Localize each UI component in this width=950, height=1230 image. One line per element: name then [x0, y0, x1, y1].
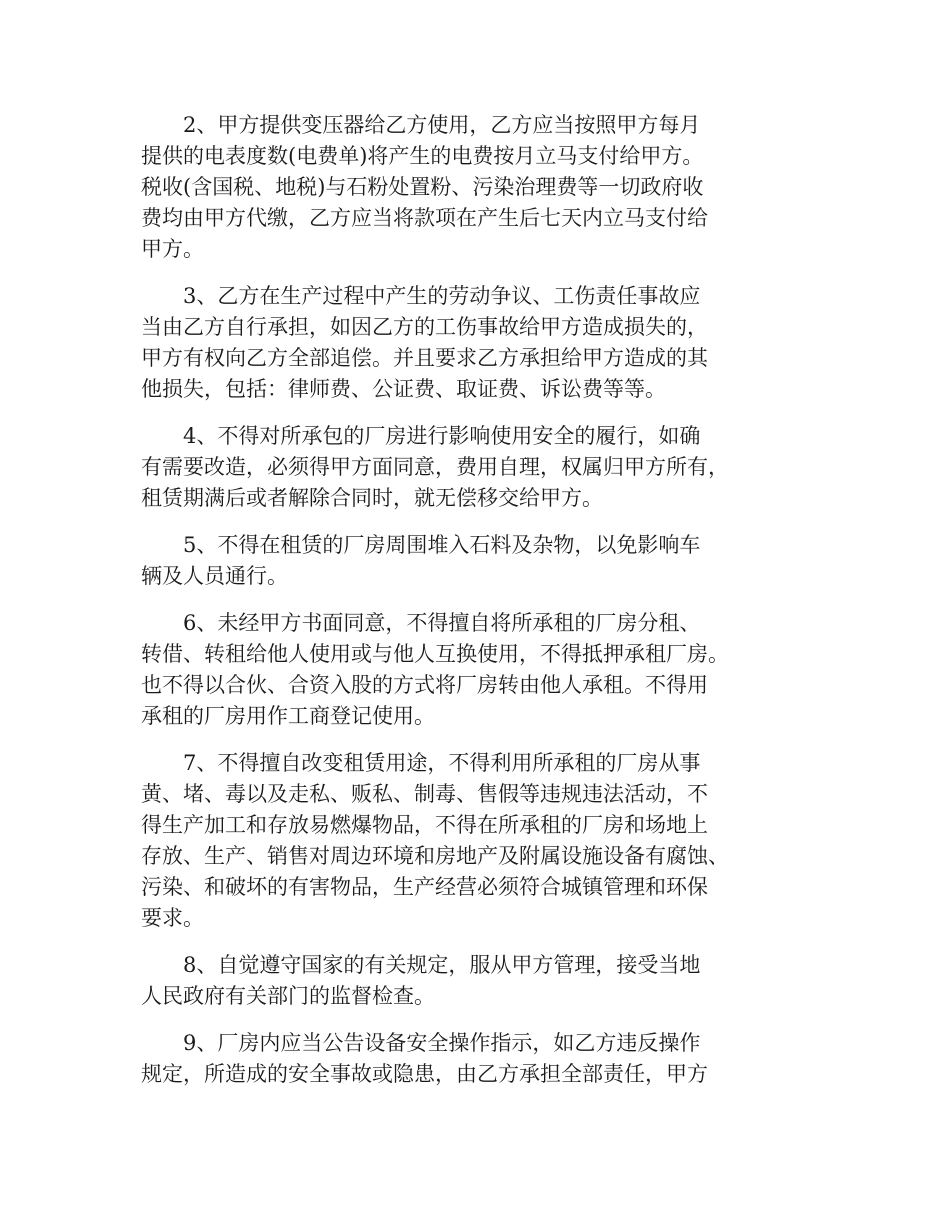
document-body [141, 110, 811, 1106]
text-line: 7、不得擅自改变租赁用途，不得利用所承租的厂房从事 [183, 751, 701, 775]
text-line: 要求。 [141, 906, 204, 930]
text-line: 甲方有权向乙方全部追偿。并且要求乙方承担给甲方造成的其 [141, 346, 708, 370]
clause-6 [141, 608, 811, 732]
text-line: 9、厂房内应当公告设备安全操作指示，如乙方违反操作 [183, 1031, 701, 1055]
text-line: 2、甲方提供变压器给乙方使用，乙方应当按照甲方每月 [183, 113, 701, 137]
text-line: 黄、堵、毒以及走私、贩私、制毒、售假等违规违法活动，不 [141, 782, 708, 806]
clause-7 [141, 748, 811, 934]
text-line: 污染、和破坏的有害物品，生产经营必须符合城镇管理和环保 [141, 875, 708, 899]
text-line: 8、自觉遵守国家的有关规定，服从甲方管理，接受当地 [183, 953, 701, 977]
text-line: 也不得以合伙、合资入股的方式将厂房转由他人承租。不得用 [141, 673, 708, 697]
clause-8 [141, 950, 811, 1012]
clause-3 [141, 281, 811, 405]
clause-2 [141, 110, 811, 265]
text-line: 费均由甲方代缴，乙方应当将款项在产生后七天内立马支付给 [141, 206, 708, 230]
clause-5 [141, 530, 811, 592]
text-line: 转借、转租给他人使用或与他人互换使用，不得抵押承租厂房。 [141, 642, 729, 666]
text-line: 规定，所造成的安全事故或隐患，由乙方承担全部责任，甲方 [141, 1062, 708, 1086]
text-line: 5、不得在租赁的厂房周围堆入石料及杂物，以免影响车 [183, 533, 701, 557]
text-line: 提供的电表度数(电费单)将产生的电费按月立马支付给甲方。 [141, 144, 704, 168]
text-line: 他损失，包括：律师费、公证费、取证费、诉讼费等等。 [141, 377, 666, 401]
text-line: 6、未经甲方书面同意，不得擅自将所承租的厂房分租、 [183, 611, 701, 635]
clause-9 [141, 1028, 811, 1090]
text-line: 辆及人员通行。 [141, 564, 288, 588]
text-line: 甲方。 [141, 237, 204, 261]
text-line: 存放、生产、销售对周边环境和房地产及附属设施设备有腐蚀、 [141, 844, 729, 868]
text-line: 有需要改造，必须得甲方面同意，费用自理，权属归甲方所有， [141, 455, 729, 479]
text-line: 4、不得对所承包的厂房进行影响使用安全的履行，如确 [183, 424, 701, 448]
text-line: 租赁期满后或者解除合同时，就无偿移交给甲方。 [141, 486, 603, 510]
text-line: 税收(含国税、地税)与石粉处置粉、污染治理费等一切政府收 [141, 175, 704, 199]
text-line: 承租的厂房用作工商登记使用。 [141, 704, 435, 728]
text-line: 人民政府有关部门的监督检查。 [141, 984, 435, 1008]
text-line: 3、乙方在生产过程中产生的劳动争议、工伤责任事故应 [183, 284, 701, 308]
text-line: 得生产加工和存放易燃爆物品，不得在所承租的厂房和场地上 [141, 813, 708, 837]
clause-4 [141, 421, 811, 514]
text-line: 当由乙方自行承担，如因乙方的工伤事故给甲方造成损失的， [141, 315, 708, 339]
